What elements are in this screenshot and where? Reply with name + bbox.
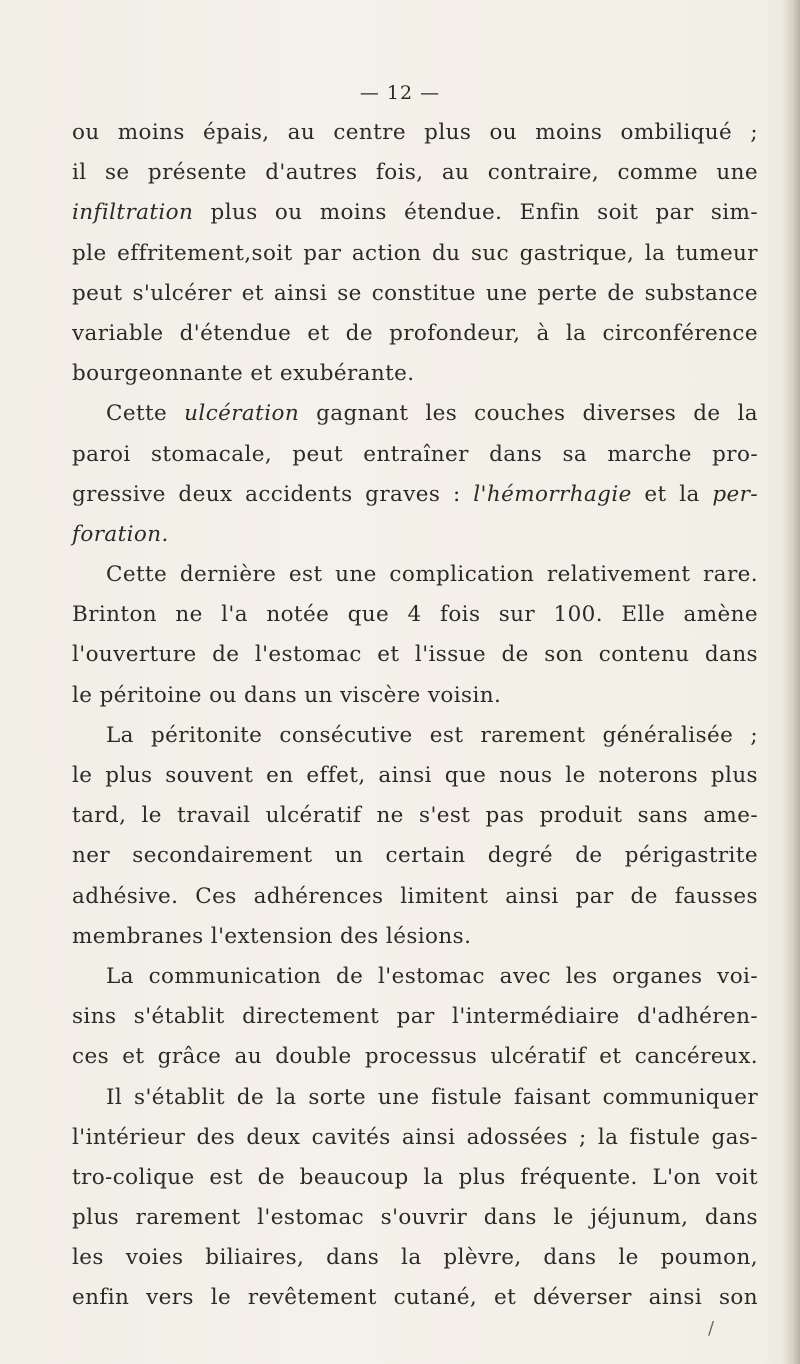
text-line	[72, 716, 758, 756]
text-segment: Cette dernière est une complication relativement rare.	[106, 562, 758, 588]
text-segment: Il s'établit de la sorte une fistule faisant communiquer	[106, 1084, 758, 1110]
text-line	[72, 1078, 758, 1118]
page-edge-shadow	[782, 0, 800, 1364]
text-segment: La communication de l'estomac avec les organes voi-	[106, 963, 758, 989]
text-line	[72, 997, 758, 1037]
text-line	[72, 796, 758, 836]
text-line	[72, 475, 758, 515]
text-line	[72, 917, 758, 957]
text-segment: enfin vers le revêtement cutané, et déverser ainsi son	[72, 1285, 758, 1311]
text-line	[72, 1118, 758, 1158]
text-segment: La péritonite consécutive est rarement généralisée ;	[106, 722, 758, 748]
text-segment: membranes l'extension des lésions.	[72, 923, 472, 949]
text-segment: l'intérieur des deux cavités ainsi adossées ; la fistule gas-	[72, 1124, 758, 1150]
text-line	[72, 515, 758, 555]
text-line	[72, 555, 758, 595]
text-line	[72, 635, 758, 675]
italic-term: foration.	[72, 521, 169, 547]
italic-term: l'hémorrhagie	[473, 481, 632, 507]
text-segment: Brinton ne l'a notée que 4 fois sur 100. Elle amène	[72, 602, 758, 628]
text-segment: les voies biliaires, dans la plèvre, dans le poumon,	[72, 1245, 758, 1271]
text-line	[72, 394, 758, 434]
text-line	[72, 1278, 758, 1318]
text-segment: ple effritement,soit par action du suc gastrique, la tumeur	[72, 240, 758, 266]
text-line	[72, 113, 758, 153]
text-line	[72, 153, 758, 193]
text-segment: il se présente d'autres fois, au contraire, comme une	[72, 160, 758, 186]
text-line	[72, 595, 758, 635]
text-segment: plus rarement l'estomac s'ouvrir dans le jéjunum, dans	[72, 1205, 758, 1231]
text-line	[72, 354, 758, 394]
text-line	[72, 676, 758, 716]
text-segment: gressive deux accidents graves :	[72, 481, 474, 507]
text-line	[72, 1198, 758, 1238]
text-segment: ou moins épais, au centre plus ou moins ombiliqué ;	[72, 120, 758, 145]
text-segment: variable d'étendue et de profondeur, à la circonférence	[72, 320, 758, 346]
text-line	[72, 756, 758, 796]
text-segment: tard, le travail ulcératif ne s'est pas produit sans ame-	[72, 803, 758, 829]
text-segment: adhésive. Ces adhérences limitent ainsi par de fausses	[72, 883, 758, 909]
text-line	[72, 274, 758, 314]
text-segment: et la	[631, 481, 713, 507]
text-line	[72, 314, 758, 354]
italic-term: per-	[712, 481, 758, 507]
text-line	[72, 1238, 758, 1278]
text-line	[72, 1037, 758, 1077]
text-line	[72, 957, 758, 997]
text-line	[72, 1158, 758, 1198]
text-segment: tro-colique est de beaucoup la plus fréquente. L'on voit	[72, 1164, 758, 1190]
text-segment: ner secondairement un certain degré de périgastrite	[72, 843, 758, 869]
text-segment: sins s'établit directement par l'intermédiaire d'adhéren-	[72, 1004, 758, 1030]
text-segment: l'ouverture de l'estomac et l'issue de son contenu dans	[72, 642, 758, 668]
body-text	[72, 113, 758, 1319]
text-segment: ces et grâce au double processus ulcératif et cancéreux.	[72, 1044, 758, 1070]
text-segment: plus ou moins étendue. Enfin soit par sim-	[193, 200, 758, 226]
text-line	[72, 435, 758, 475]
text-line	[72, 193, 758, 233]
text-segment: paroi stomacale, peut entraîner dans sa marche pro-	[72, 441, 758, 467]
page-number: — 12 —	[359, 82, 441, 104]
text-line	[72, 836, 758, 876]
italic-term: ulcération	[184, 401, 300, 427]
text-segment: gagnant les couches diverses de la	[299, 401, 758, 427]
text-segment: le péritoine ou dans un viscère voisin.	[72, 682, 502, 708]
text-segment: bourgeonnante et exubérante.	[72, 361, 415, 387]
text-segment: peut s'ulcérer et ainsi se constitue une perte de substance	[72, 280, 758, 306]
text-segment: Cette	[106, 401, 185, 427]
text-line	[72, 234, 758, 274]
footer-mark: /	[708, 1318, 715, 1339]
italic-term: infiltration	[72, 200, 194, 226]
text-segment: le plus souvent en effet, ainsi que nous le noterons plus	[72, 763, 758, 788]
text-line	[72, 877, 758, 917]
